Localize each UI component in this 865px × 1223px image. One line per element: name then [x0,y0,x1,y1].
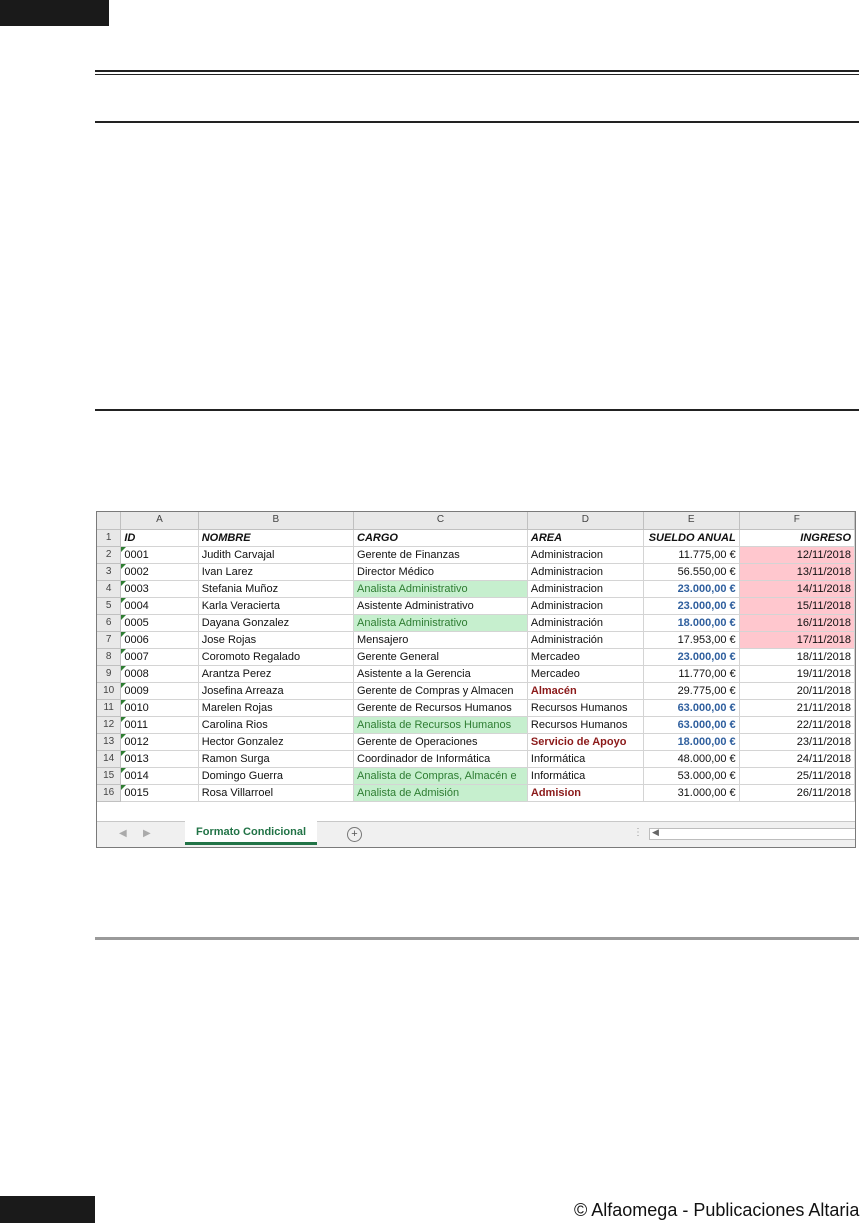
cell-sueldo[interactable]: 53.000,00 € [643,767,739,784]
cell-ingreso[interactable]: 22/11/2018 [739,716,854,733]
row-header[interactable]: 11 [97,699,121,716]
cell-area[interactable]: Mercadeo [527,648,643,665]
cell-cargo[interactable]: Director Médico [354,563,528,580]
table-row [97,767,855,784]
rule-top-double-2 [95,74,859,75]
spreadsheet-window [96,511,856,848]
cell-id[interactable]: 0008 [121,665,198,682]
row-header[interactable]: 16 [97,784,121,801]
select-all-corner[interactable] [97,512,121,529]
column-header[interactable]: C [354,512,528,529]
cell-sueldo[interactable]: 11.775,00 € [643,546,739,563]
sheet-tab-bar [97,821,855,847]
cell-ingreso[interactable]: 18/11/2018 [739,648,854,665]
cell-ingreso[interactable]: 16/11/2018 [739,614,854,631]
cell-header-nombre[interactable]: NOMBRE [198,529,353,546]
cell-nombre[interactable]: Arantza Perez [198,665,353,682]
cell-nombre[interactable]: Ramon Surga [198,750,353,767]
sheet-tab-formato-condicional[interactable]: Formato Condicional [185,821,317,845]
table-row [97,580,855,597]
cell-cargo[interactable]: Gerente de Compras y Almacen [354,682,528,699]
cell-ingreso[interactable]: 25/11/2018 [739,767,854,784]
cell-ingreso[interactable]: 23/11/2018 [739,733,854,750]
row-header[interactable]: 13 [97,733,121,750]
table-row [97,597,855,614]
cell-cargo[interactable]: Mensajero [354,631,528,648]
cell-cargo[interactable]: Analista de Compras, Almacén e [354,767,528,784]
cell-ingreso[interactable]: 21/11/2018 [739,699,854,716]
cell-area[interactable]: Administracion [527,597,643,614]
cell-cargo[interactable]: Asistente Administrativo [354,597,528,614]
row-header[interactable]: 5 [97,597,121,614]
cell-nombre[interactable]: Ivan Larez [198,563,353,580]
prev-sheet-icon[interactable]: ◀ [119,828,127,839]
cell-cargo[interactable]: Analista de Recursos Humanos [354,716,528,733]
row-header[interactable]: 1 [97,529,121,546]
cell-nombre[interactable]: Marelen Rojas [198,699,353,716]
cell-sueldo[interactable]: 18.000,00 € [643,733,739,750]
cell-nombre[interactable]: Karla Veracierta [198,597,353,614]
cell-nombre[interactable]: Carolina Rios [198,716,353,733]
table-row [97,699,855,716]
cell-cargo[interactable]: Gerente de Operaciones [354,733,528,750]
cell-id[interactable]: 0005 [121,614,198,631]
table-header-row [97,529,855,546]
corner-block-bottom [0,1196,95,1223]
cell-sueldo[interactable]: 11.770,00 € [643,665,739,682]
corner-block-top [0,0,109,26]
cell-nombre[interactable]: Rosa Villarroel [198,784,353,801]
table-row [97,631,855,648]
scroll-left-icon[interactable]: ◀ [652,827,659,837]
cell-area[interactable]: Recursos Humanos [527,699,643,716]
cell-nombre[interactable]: Jose Rojas [198,631,353,648]
cell-nombre[interactable]: Josefina Arreaza [198,682,353,699]
table-row [97,784,855,801]
cell-cargo[interactable]: Coordinador de Informática [354,750,528,767]
table-row [97,682,855,699]
table-row [97,563,855,580]
cell-cargo[interactable]: Gerente de Finanzas [354,546,528,563]
cell-nombre[interactable]: Coromoto Regalado [198,648,353,665]
horizontal-scrollbar[interactable] [649,828,856,840]
cell-cargo[interactable]: Analista Administrativo [354,614,528,631]
cell-cargo[interactable]: Gerente General [354,648,528,665]
cell-ingreso[interactable]: 14/11/2018 [739,580,854,597]
cell-id[interactable]: 0015 [121,784,198,801]
cell-id[interactable]: 0011 [121,716,198,733]
cell-sueldo[interactable]: 63.000,00 € [643,699,739,716]
row-header[interactable]: 8 [97,648,121,665]
cell-id[interactable]: 0009 [121,682,198,699]
cell-area[interactable]: Administracion [527,563,643,580]
cell-cargo[interactable]: Asistente a la Gerencia [354,665,528,682]
cell-area[interactable]: Informática [527,750,643,767]
rule-section-2 [95,409,859,411]
cell-sueldo[interactable]: 18.000,00 € [643,614,739,631]
column-header-row [97,512,855,529]
cell-nombre[interactable]: Stefania Muñoz [198,580,353,597]
cell-id[interactable]: 0014 [121,767,198,784]
cell-area[interactable]: Administración [527,614,643,631]
row-header[interactable]: 7 [97,631,121,648]
cell-sueldo[interactable]: 56.550,00 € [643,563,739,580]
cell-id[interactable]: 0012 [121,733,198,750]
cell-id[interactable]: 0007 [121,648,198,665]
rule-top-double-1 [95,70,859,72]
cell-id[interactable]: 0001 [121,546,198,563]
cell-ingreso[interactable]: 20/11/2018 [739,682,854,699]
cell-id[interactable]: 0004 [121,597,198,614]
cell-cargo[interactable]: Gerente de Recursos Humanos [354,699,528,716]
cell-area[interactable]: Mercadeo [527,665,643,682]
cell-ingreso[interactable]: 17/11/2018 [739,631,854,648]
cell-cargo[interactable]: Analista Administrativo [354,580,528,597]
copyright-footer: © Alfaomega - Publicaciones Altaria [574,1200,860,1220]
cell-header-cargo[interactable]: CARGO [354,529,528,546]
cell-area[interactable]: Almacén [527,682,643,699]
cell-area[interactable]: Recursos Humanos [527,716,643,733]
cell-ingreso[interactable]: 13/11/2018 [739,563,854,580]
row-header[interactable]: 9 [97,665,121,682]
cell-nombre[interactable]: Hector Gonzalez [198,733,353,750]
row-header[interactable]: 10 [97,682,121,699]
cell-sueldo[interactable]: 23.000,00 € [643,648,739,665]
cell-sueldo[interactable]: 31.000,00 € [643,784,739,801]
cell-ingreso[interactable]: 15/11/2018 [739,597,854,614]
cell-nombre[interactable]: Judith Carvajal [198,546,353,563]
column-header[interactable]: D [527,512,643,529]
cell-sueldo[interactable]: 17.953,00 € [643,631,739,648]
row-header[interactable]: 12 [97,716,121,733]
column-header[interactable]: F [739,512,854,529]
cell-sueldo[interactable]: 23.000,00 € [643,580,739,597]
cell-id[interactable]: 0013 [121,750,198,767]
cell-area[interactable]: Administración [527,631,643,648]
column-header[interactable]: B [198,512,353,529]
column-header[interactable]: A [121,512,198,529]
cell-header-sueldo[interactable]: SUELDO ANUAL [643,529,739,546]
table-row [97,546,855,563]
cell-cargo[interactable]: Analista de Admisión [354,784,528,801]
cell-nombre[interactable]: Domingo Guerra [198,767,353,784]
add-sheet-icon[interactable]: + [347,827,362,842]
rule-section-1 [95,121,859,123]
cell-area[interactable]: Administracion [527,580,643,597]
cell-header-id[interactable]: ID [121,529,198,546]
cell-area[interactable]: Admision [527,784,643,801]
table-row [97,648,855,665]
cell-area[interactable]: Informática [527,767,643,784]
row-header[interactable]: 14 [97,750,121,767]
table-row [97,750,855,767]
row-header[interactable]: 3 [97,563,121,580]
cell-header-ingreso[interactable]: INGRESO [739,529,854,546]
table-row [97,614,855,631]
table-row [97,665,855,682]
table-row [97,733,855,750]
cell-sueldo[interactable]: 48.000,00 € [643,750,739,767]
cell-ingreso[interactable]: 19/11/2018 [739,665,854,682]
cell-sueldo[interactable]: 63.000,00 € [643,716,739,733]
row-header[interactable]: 2 [97,546,121,563]
cell-id[interactable]: 0003 [121,580,198,597]
cell-sueldo[interactable]: 29.775,00 € [643,682,739,699]
cell-sueldo[interactable]: 23.000,00 € [643,597,739,614]
cell-ingreso[interactable]: 12/11/2018 [739,546,854,563]
cell-area[interactable]: Administracion [527,546,643,563]
cell-ingreso[interactable]: 24/11/2018 [739,750,854,767]
cell-area[interactable]: Servicio de Apoyo [527,733,643,750]
cell-id[interactable]: 0002 [121,563,198,580]
cell-nombre[interactable]: Dayana Gonzalez [198,614,353,631]
spreadsheet-grid [97,512,855,802]
rule-section-3 [95,937,859,940]
cell-id[interactable]: 0010 [121,699,198,716]
cell-id[interactable]: 0006 [121,631,198,648]
row-header[interactable]: 15 [97,767,121,784]
row-header[interactable]: 6 [97,614,121,631]
tab-splitter-icon[interactable]: ⋮ [633,827,643,838]
next-sheet-icon[interactable]: ▶ [143,828,151,839]
cell-header-area[interactable]: AREA [527,529,643,546]
table-row [97,716,855,733]
column-header[interactable]: E [643,512,739,529]
row-header[interactable]: 4 [97,580,121,597]
cell-ingreso[interactable]: 26/11/2018 [739,784,854,801]
